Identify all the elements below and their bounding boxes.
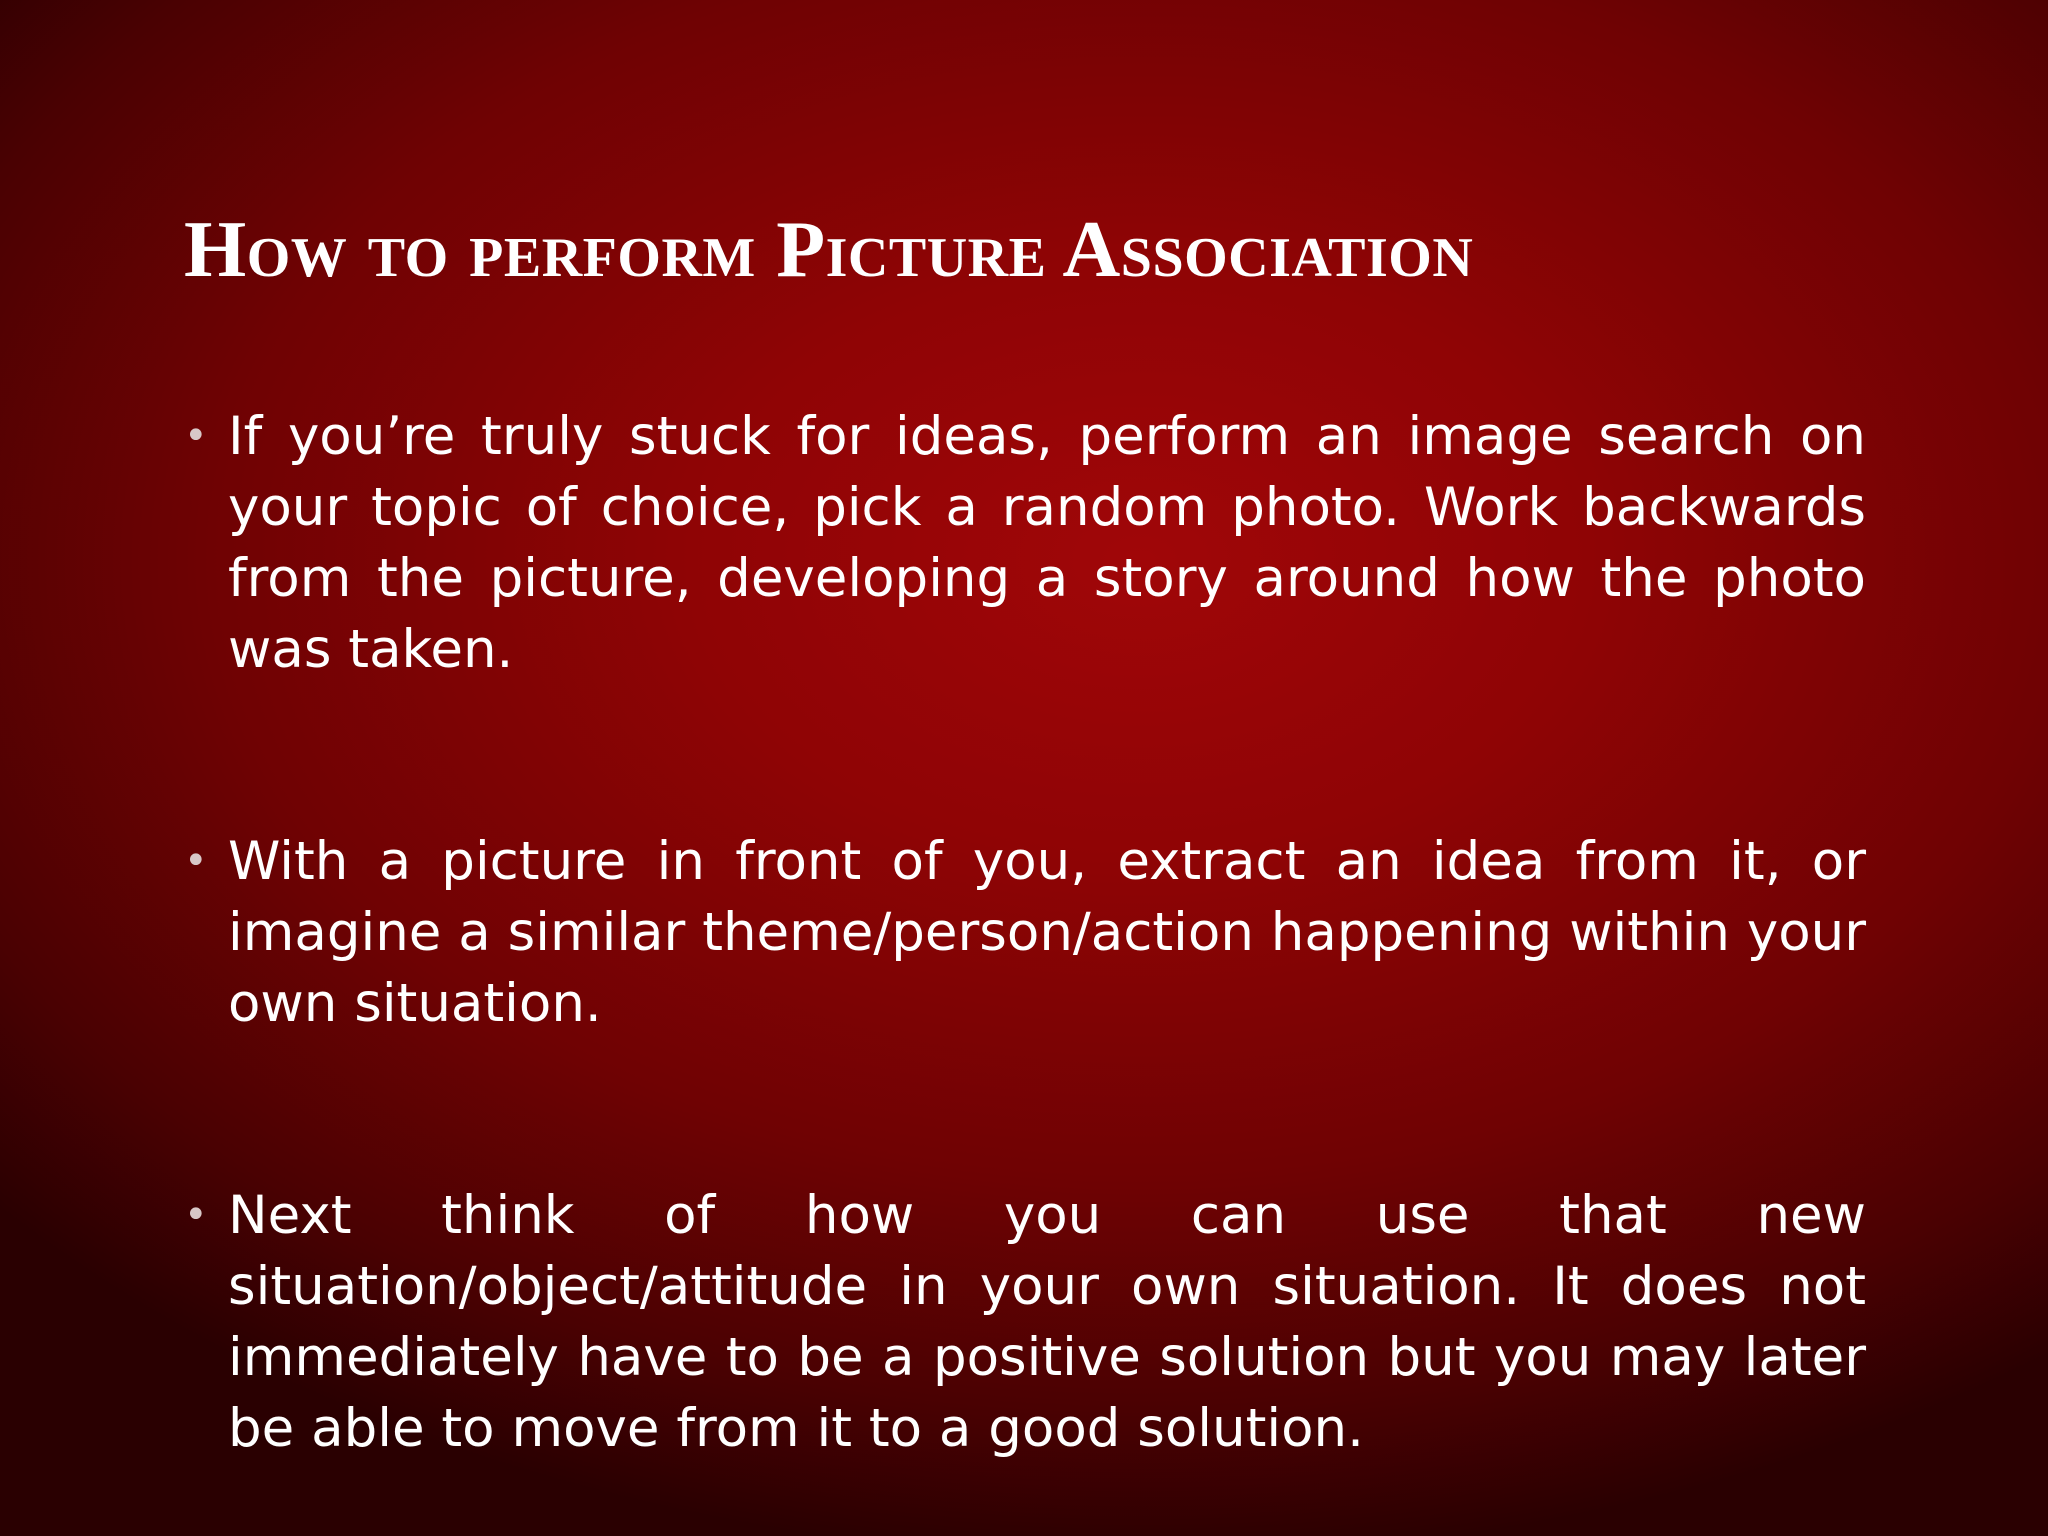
bullet-item: • Next think of how you can use that new situation/object/attitude in your own situation. It does not immediately have to be a positive solution but you may later be able to move from it to a good solution. [228,1180,1866,1464]
bullet-item: • With a picture in front of you, extract an idea from it, or imagine a similar theme/person/action happening within your own situation. [228,826,1866,1039]
slide-title: How to perform Picture Association [184,206,1474,294]
bullet-item: • If you’re truly stuck for ideas, perform an image search on your topic of choice, pick a random photo. Work backwards from the picture, developing a story around how the photo was taken. [228,401,1866,685]
